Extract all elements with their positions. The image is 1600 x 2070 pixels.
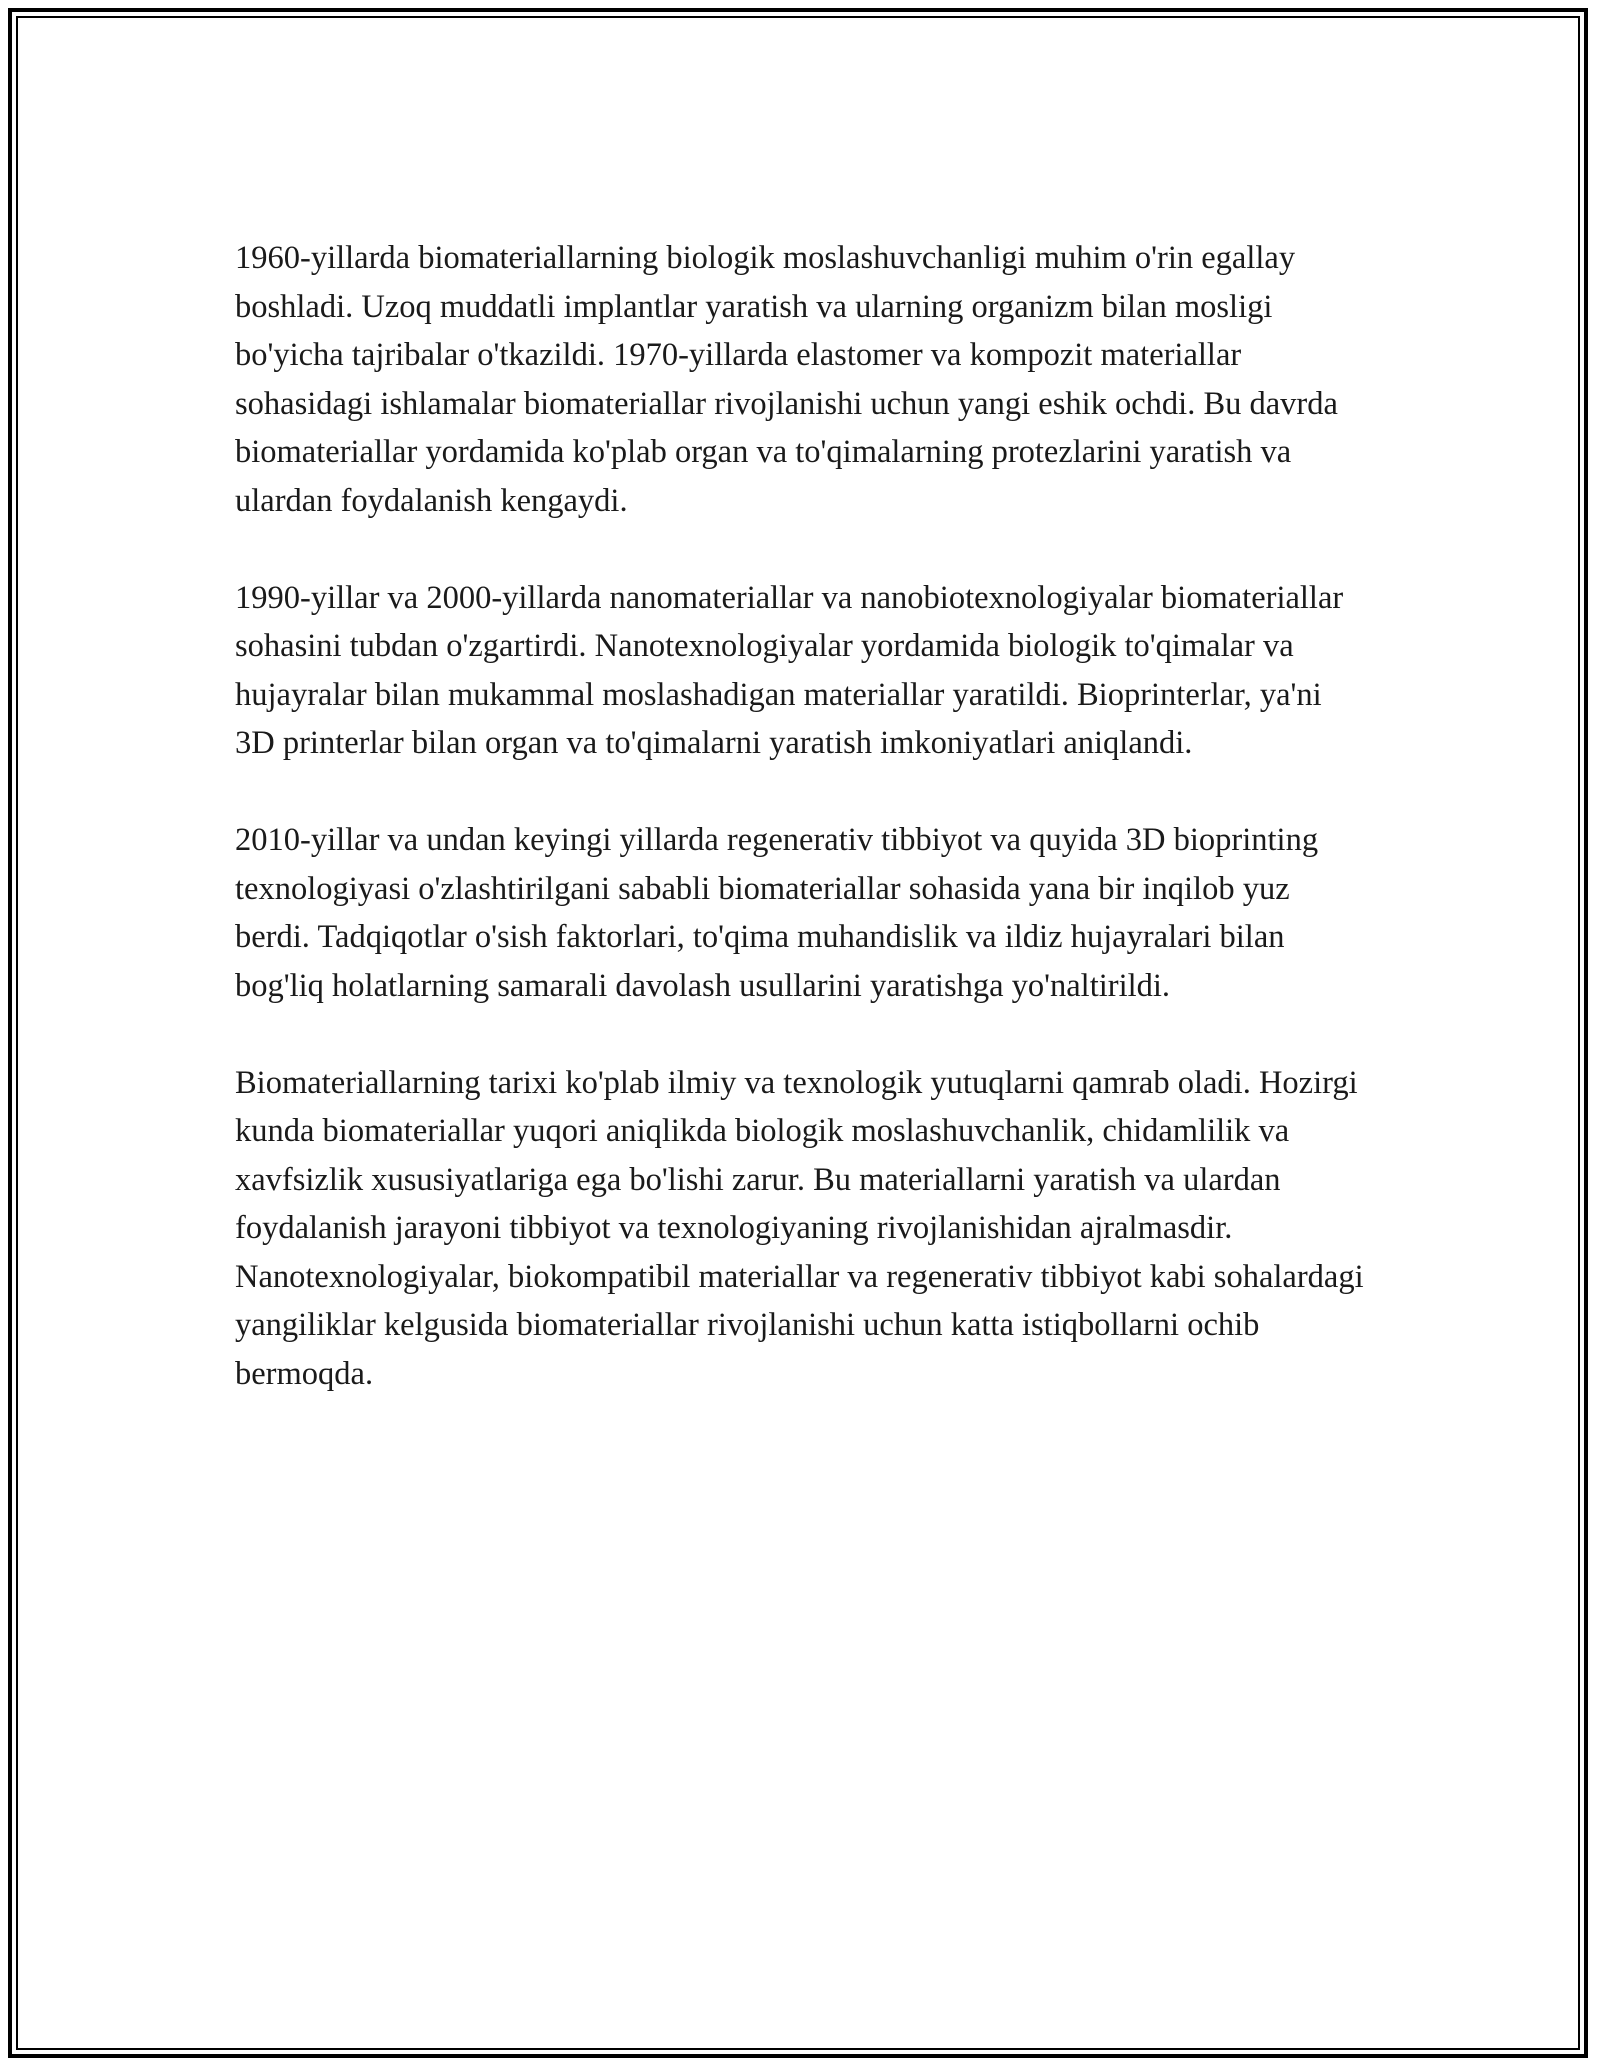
paragraph-1960s: 1960-yillarda biomateriallarning biologik moslashuvchanligi muhim o'rin egallay boshladi. Uzoq muddatli implantlar yaratish va ularning organizm bilan mosligi bo'yicha tajribalar o'tkazildi. 1970-yillarda elastomer va kompozit materiallar sohasidagi ishlamalar biomateriallar rivojlanishi uchun yangi eshik ochdi. Bu davrda biomateriallar yordamida ko'plab organ va to'qimalarning protezlarini yaratish va ulardan foydalanish kengaydi. (235, 240, 1338, 519)
paragraph-summary: Biomateriallarning tarixi ko'plab ilmiy va texnologik yutuqlarni qamrab oladi. Hozirgi kunda biomateriallar yuqori aniqlikda biologik moslashuvchanlik, chidamlilik va xavfsizlik xususiyatlariga ega bo'lishi zarur. Bu materiallarni yaratish va ulardan foydalanish jarayoni tibbiyot va texnologiyaning rivojlanishidan ajralmasdir. Nanotexnologiyalar, biokompatibil materiallar va regenerativ tibbiyot kabi sohalardagi yangiliklar kelgusida biomateriallar rivojlanishi uchun katta istiqbollarni ochib bermoqda. (235, 1064, 1364, 1392)
paragraph-1990s: 1990-yillar va 2000-yillarda nanomateriallar va nanobiotexnologiyalar biomateriallar sohasini tubdan o'zgartirdi. Nanotexnologiyalar yordamida biologik to'qimalar va hujayralar bilan mukammal moslashadigan materiallar yaratildi. Bioprinterlar, ya'ni 3D printerlar bilan organ va to'qimalarni yaratish imkoniyatlari aniqlandi. (235, 579, 1344, 761)
paragraph-2010s: 2010-yillar va undan keyingi yillarda regenerativ tibbiyot va quyida 3D bioprinting texnologiyasi o'zlashtirilgani sababli biomateriallar sohasida yana bir inqilob yuz berdi. Tadqiqotlar o'sish faktorlari, to'qima muhandislik va ildiz hujayralari bilan bog'liq holatlarning samarali davolash usullarini yaratishga yo'naltirildi. (235, 822, 1319, 1004)
document-body (235, 234, 1365, 1447)
